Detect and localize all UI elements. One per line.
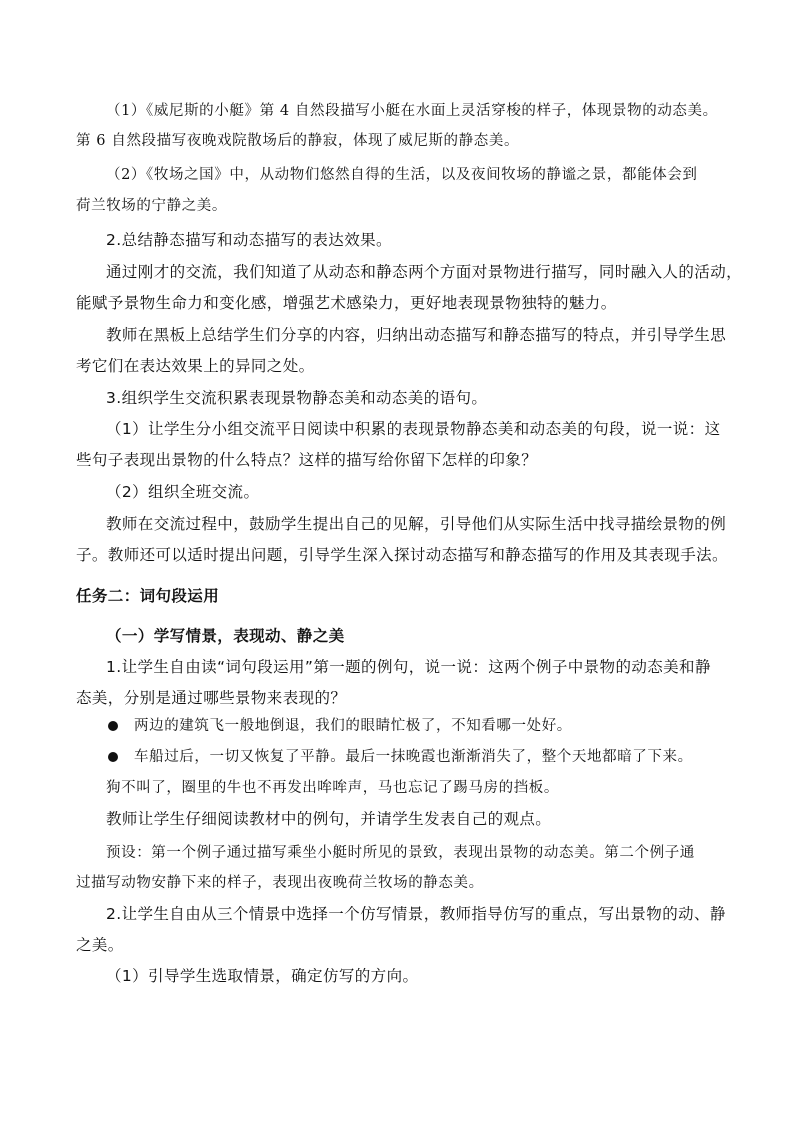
- paragraph-line: 考它们在表达效果上的异同之处。: [76, 357, 315, 375]
- paragraph-line: 教师在交流过程中，鼓励学生提出自己的见解，引导他们从实际生活中找寻描绘景物的例: [106, 515, 727, 533]
- task-heading: 任务二：词句段运用: [76, 587, 220, 605]
- paragraph-line: （1）《威尼斯的小艇》第 4 自然段描写小艇在水面上灵活穿梭的样子，体现景物的动态美。: [106, 103, 718, 119]
- paragraph-line: （2）《牧场之国》中，从动物们悠然自得的生活，以及夜间牧场的静谧之景，都能体会到: [106, 167, 698, 183]
- paragraph-line: （2）组织全班交流。: [106, 483, 260, 501]
- preset-answer-line: 预设：第一个例子通过描写乘坐小艇时所见的景致，表现出景物的动态美。第二个例子通: [106, 845, 695, 861]
- section-step-heading: 3.组织学生交流积累表现景物静态美和动态美的语句。: [106, 389, 488, 407]
- paragraph-line: （1）引导学生选取情景，确定仿写的方向。: [106, 967, 419, 985]
- example-sentence: 狗不叫了，圈里的牛也不再发出哞哞声，马也忘记了踢马房的挡板。: [106, 780, 559, 796]
- preset-answer-line: 过描写动物安静下来的样子，表现出夜晚荷兰牧场的静态美。: [76, 875, 484, 891]
- paragraph-line: 荷兰牧场的宁静之美。: [76, 198, 227, 214]
- paragraph-line: 教师让学生仔细阅读教材中的例句，并请学生发表自己的观点。: [106, 810, 552, 828]
- paragraph-line: 些句子表现出景物的什么特点？这样的描写给你留下怎样的印象？: [76, 451, 538, 469]
- paragraph-line: 之美。: [76, 936, 124, 954]
- paragraph-line: 子。教师还可以适时提出问题，引导学生深入探讨动态描写和静态描写的作用及其表现手法。: [76, 546, 728, 564]
- bullet-icon: [108, 721, 118, 731]
- paragraph-line: 态美，分别是通过哪些景物来表现的？: [76, 689, 347, 707]
- bullet-icon: [108, 752, 118, 762]
- paragraph-line: 第 6 自然段描写夜晚戏院散场后的静寂，体现了威尼斯的静态美。: [76, 133, 520, 149]
- section-step-heading: 2.总结静态描写和动态描写的表达效果。: [106, 231, 392, 249]
- paragraph-line: 教师在黑板上总结学生们分享的内容，归纳出动态描写和静态描写的特点，并引导学生思: [106, 326, 727, 344]
- paragraph-line: 能赋予景物生命力和变化感，增强艺术感染力，更好地表现景物独特的魅力。: [76, 294, 617, 312]
- paragraph-line: 1.让学生自由读“词句段运用”第一题的例句，说一说：这两个例子中景物的动态美和静: [106, 658, 711, 676]
- paragraph-line: 通过刚才的交流，我们知道了从动态和静态两个方面对景物进行描写，同时融入人的活动，: [106, 263, 743, 281]
- example-sentence: 两边的建筑飞一般地倒退，我们的眼睛忙极了，不知看哪一处好。: [134, 718, 572, 734]
- subsection-heading: （一）学写情景，表现动、静之美: [106, 627, 345, 645]
- paragraph-line: （1）让学生分小组交流平日阅读中积累的表现景物静态美和动态美的句段，说一说：这: [106, 420, 721, 438]
- section-step-heading: 2.让学生自由从三个情景中选择一个仿写情景，教师指导仿写的重点，写出景物的动、静: [106, 905, 726, 923]
- example-sentence: 车船过后，一切又恢复了平静。最后一抹晚霞也渐渐消失了，整个天地都暗了下来。: [134, 749, 693, 765]
